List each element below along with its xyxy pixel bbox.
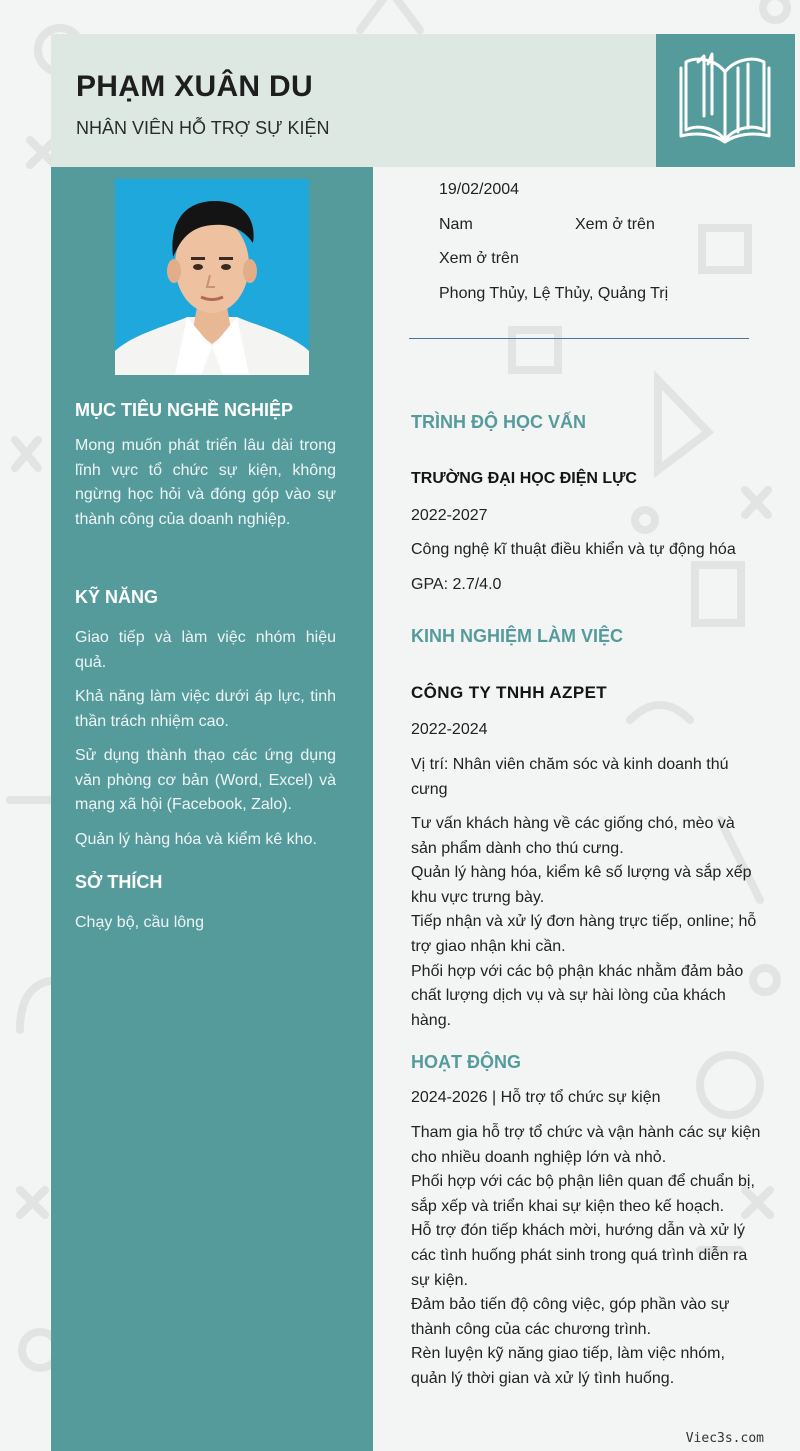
experience-years: 2022-2024 [411,721,488,738]
duty-item: Tư vấn khách hàng về các giống chó, mèo và sản phẩm dành cho thú cưng. [411,815,735,857]
activities-subtitle: 2024-2026 | Hỗ trợ tổ chức sự kiện [411,1089,661,1106]
hobbies-section [75,872,336,936]
experience-heading: KINH NGHIỆM LÀM VIỆC [411,626,624,646]
skill-item: Giao tiếp và làm việc nhóm hiệu quả. [75,629,336,671]
date-of-birth: 19/02/2004 [439,181,520,198]
profile-photo [115,179,309,375]
skills-heading: KỸ NĂNG [75,587,159,607]
education-gpa: GPA: 2.7/4.0 [411,576,502,593]
site-watermark: Viec3s.com [685,1431,764,1446]
main-content [373,167,800,1451]
gender: Nam [439,216,473,233]
header-banner [51,34,656,167]
skill-item: Khả năng làm việc dưới áp lực, tinh thần trách nhiệm cao. [75,688,336,730]
skills-list [75,626,336,852]
education-heading: TRÌNH ĐỘ HỌC VẤN [411,412,586,432]
phone-value: Xem ở trên [575,216,655,233]
education-years: 2022-2027 [411,507,488,524]
header-icon-box [656,34,795,167]
activity-item: Hỗ trợ đón tiếp khách mời, hướng dẫn và xử lý các tình huống phát sinh trong quá trình diễn ra sự kiện. [411,1222,748,1289]
duty-item: Phối hợp với các bộ phận khác nhằm đảm bảo chất lượng dịch vụ và sự hài lòng của khách hàng. [411,962,744,1029]
career-objective-text: Mong muốn phát triển lâu dài trong lĩnh vực tổ chức sự kiện, không ngừng học hỏi và đóng góp vào sự thành công của doanh nghiệp. [75,437,336,528]
experience-duties [411,812,761,1033]
email-value: Xem ở trên [439,250,519,267]
skills-section [75,587,336,862]
skill-item: Sử dụng thành thạo các ứng dụng văn phòng cơ bản (Word, Excel) và mạng xã hội (Facebook, Zalo). [75,747,336,813]
company-name: CÔNG TY TNHH AZPET [411,683,608,702]
career-objective-section [75,400,336,532]
candidate-name: PHẠM XUÂN DU [76,70,313,103]
skill-item: Quản lý hàng hóa và kiểm kê kho. [75,830,317,848]
activity-item: Rèn luyện kỹ năng giao tiếp, làm việc nhóm, quản lý thời gian và xử lý tình huống. [411,1345,725,1387]
activities-list [411,1121,761,1392]
section-divider [409,338,749,339]
activity-item: Phối hợp với các bộ phận liên quan để chuẩn bị, sắp xếp và triển khai sự kiện theo kế hoạch. [411,1173,755,1215]
school-name: TRƯỜNG ĐẠI HỌC ĐIỆN LỰC [411,470,637,487]
open-book-icon [678,52,772,144]
education-major: Công nghệ kĩ thuật điều khiển và tự động hóa [411,541,736,558]
sidebar [51,167,373,1451]
experience-position: Vị trí: Nhân viên chăm sóc và kinh doanh thú cưng [411,756,729,798]
hobbies-text: Chạy bộ, cầu lông [75,914,204,931]
duty-item: Tiếp nhận và xử lý đơn hàng trực tiếp, online; hỗ trợ giao nhận khi cần. [411,913,757,955]
address: Phong Thủy, Lệ Thủy, Quảng Trị [439,285,669,302]
activities-heading: HOẠT ĐỘNG [411,1052,521,1072]
career-objective-heading: MỤC TIÊU NGHỀ NGHIỆP [75,400,294,420]
candidate-job-title: NHÂN VIÊN HỖ TRỢ SỰ KIỆN [76,118,330,138]
duty-item: Quản lý hàng hóa, kiểm kê số lượng và sắp xếp khu vực trưng bày. [411,864,752,906]
activity-item: Đảm bảo tiến độ công việc, góp phần vào sự thành công của các chương trình. [411,1296,730,1338]
hobbies-heading: SỞ THÍCH [75,872,163,892]
activity-item: Tham gia hỗ trợ tổ chức và vận hành các sự kiện cho nhiều doanh nghiệp lớn và nhỏ. [411,1124,761,1166]
